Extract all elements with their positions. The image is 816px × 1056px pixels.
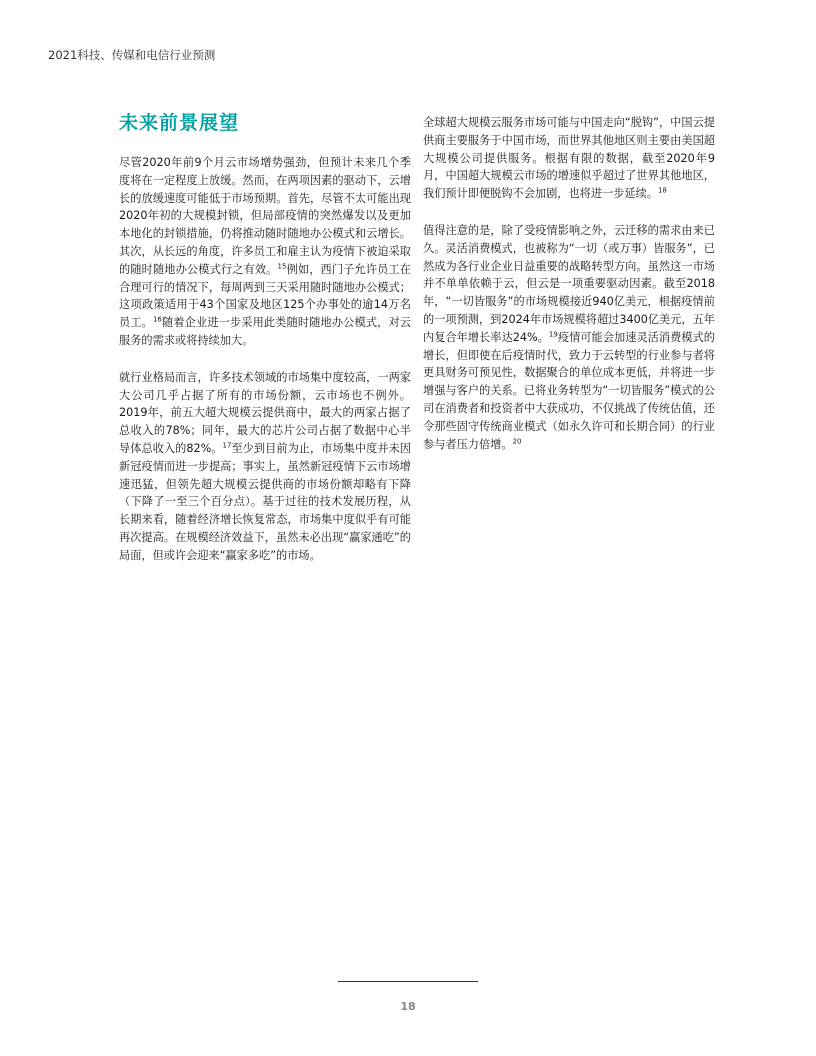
section-title: 未来前景展望 xyxy=(119,112,240,134)
right-column xyxy=(423,114,715,472)
footnote-marker: 16 xyxy=(152,315,162,324)
paragraph-text: 例如，西门子允许员工在合理可行的情况下，每周两到三天采用随时随地办公模式；这项政策适用于43个国家及地区125个办事处的逾14万名员工。 xyxy=(119,262,411,330)
body-paragraph xyxy=(119,154,411,350)
right-paragraphs xyxy=(423,114,715,453)
left-paragraphs xyxy=(119,154,411,565)
page-number: 18 xyxy=(400,1000,416,1013)
left-column xyxy=(119,110,411,584)
footnote-marker: 20 xyxy=(512,436,522,445)
paragraph-text: 全球超大规模云服务市场可能与中国走向“脱钩”，中国云提供商主要服务于中国市场，而世界其他地区则主要由美国超大规模公司提供服务。根据有限的数据，截至2020年9月，中国超大规模云市场的增速似乎超过了世界其他地区，我们预计即便脱钩不会加剧，也将进一步延续。 xyxy=(423,116,715,201)
paragraph-text: 值得注意的是，除了受疫情影响之外，云迁移的需求由来已久。灵活消费模式，也被称为“一切（或万事）皆服务”，已然成为各行业企业日益重要的战略转型方向。虽然这一市场并不单单依赖于云，但云是一项重要驱动因素。截至2018年，“一切皆服务”的市场规模接近940亿美元，根据疫情前的一项预测，到2024年市场规模将超过3400亿美元，五年内复合年增长率达24%。 xyxy=(423,223,715,344)
paragraph-text: 疫情可能会加速灵活消费模式的增长，但即使在后疫情时代，致力于云转型的行业参与者将更具财务可预见性，数据聚合的单位成本更低，并将进一步增强与客户的关系。已将业务转型为“一切皆服务”模式的公司在消费者和投资者中大获成功，不仅挑战了传统估值，还令那些固守传统商业模式（如永久许可和长期合同）的行业参与者压力倍增。 xyxy=(423,330,715,451)
paragraph-text: 至少到目前为止，市场集中度并未因新冠疫情而进一步提高；事实上，虽然新冠疫情下云市场增速迅猛，但领先超大规模云提供商的市场份额却略有下降（下降了一至三个百分点）。基于过往的技术发展历程，从长期来看，随着经济增长恢复常态，市场集中度似乎有可能再次提高。在规模经济效益下，虽然未必出现“赢家通吃”的局面，但或许会迎来“赢家多吃”的市场。 xyxy=(119,441,411,562)
running-header: 2021科技、传媒和电信行业预测 xyxy=(48,48,216,62)
footnote-marker: 18 xyxy=(657,186,667,195)
footnote-marker: 19 xyxy=(548,330,558,339)
body-paragraph xyxy=(423,114,715,203)
body-paragraph xyxy=(119,369,411,565)
footer-rule xyxy=(338,981,478,982)
paragraph-text: 随着企业进一步采用此类随时随地办公模式，对云服务的需求或将持续加大。 xyxy=(119,316,411,347)
paragraph-text: 尽管2020年前9个月云市场增势强劲，但预计未来几个季度将在一定程度上放缓。然而，在两项因素的驱动下，云增长的放缓速度可能低于市场预期。首先，尽管不太可能出现2020年初的大规模封锁，但局部疫情的突然爆发以及更加本地化的封锁措施，仍将推动随时随地办公模式和云增长。其次，从长远的角度，许多员工和雇主认为疫情下被迫采取的随时随地办公模式行之有效。 xyxy=(119,156,411,276)
body-paragraph xyxy=(423,222,715,453)
footnote-marker: 17 xyxy=(222,441,232,450)
footnote-marker: 15 xyxy=(277,262,287,271)
paragraph-text: 就行业格局而言，许多技术领域的市场集中度较高，一两家大公司几乎占据了所有的市场份额，云市场也不例外。2019年，前五大超大规模云提供商中，最大的两家占据了总收入的78%；同年，最大的芯片公司占据了数据中心半导体总收入的82%。 xyxy=(119,370,411,455)
